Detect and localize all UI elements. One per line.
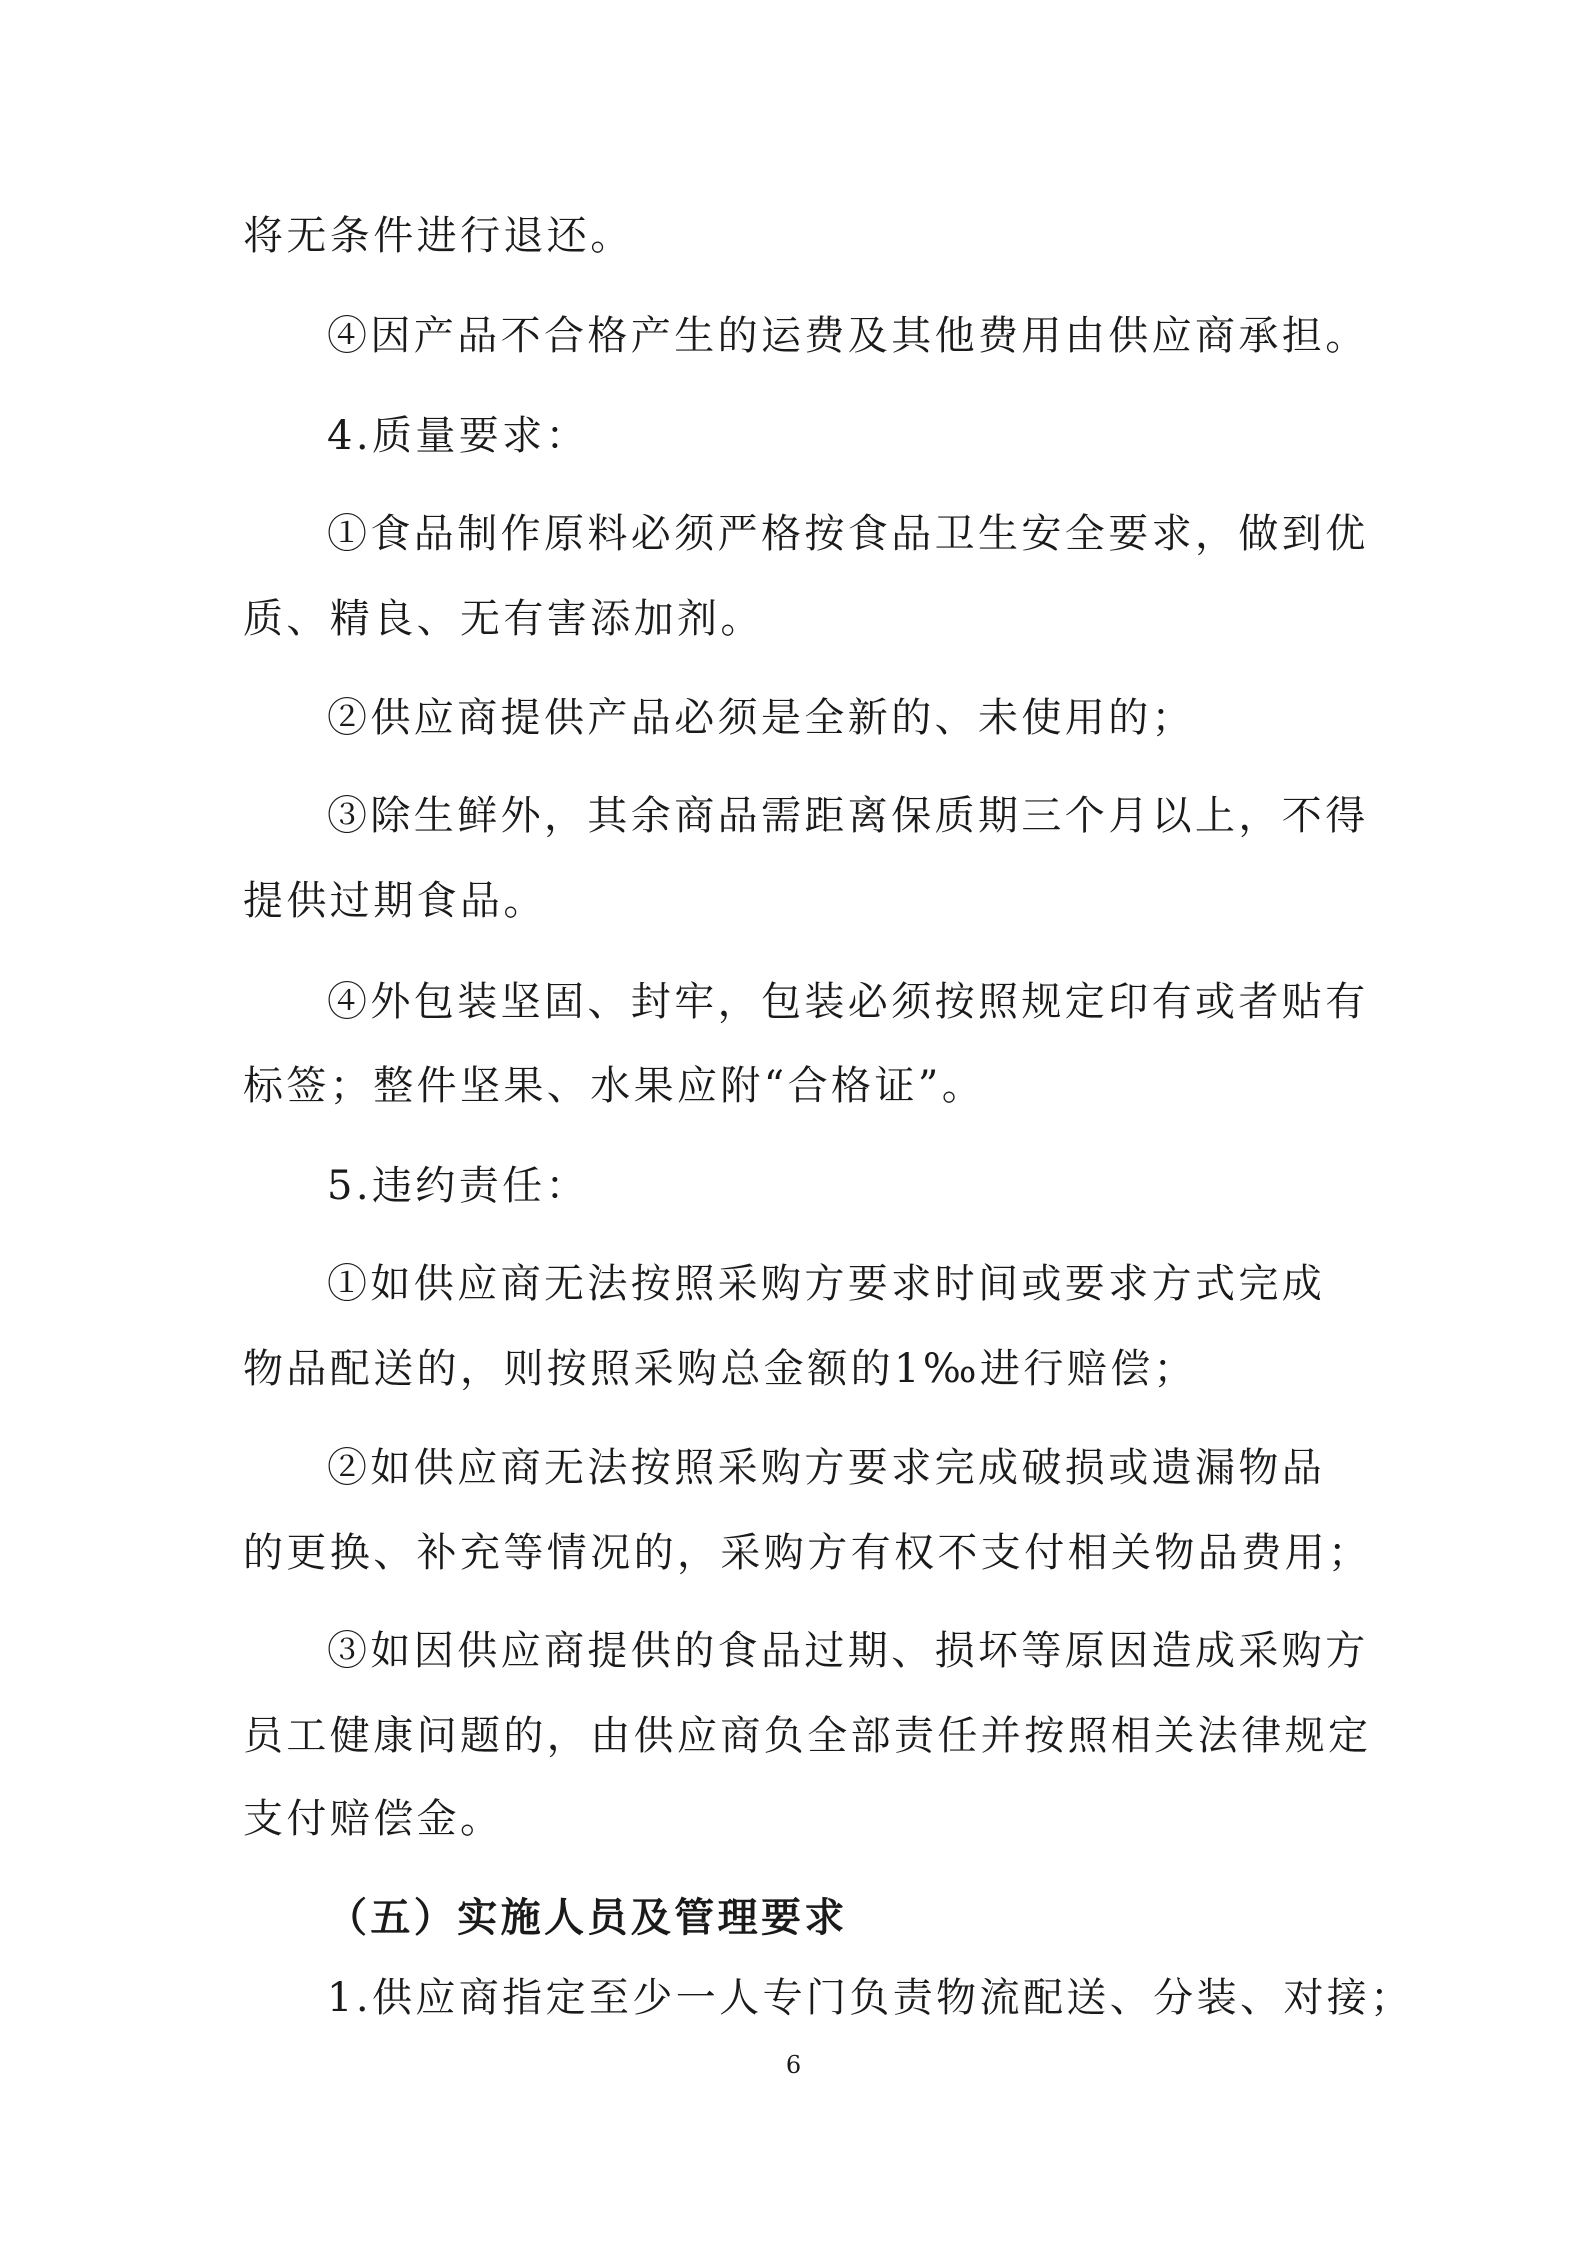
text-line: ④因产品不合格产生的运费及其他费用由供应商承担。	[327, 313, 1369, 359]
text-line: ②供应商提供产品必须是全新的、未使用的；	[327, 695, 1195, 741]
section-heading: 5.违约责任：	[327, 1163, 589, 1209]
text-line: 物品配送的，则按照采购总金额的1‰进行赔偿；	[243, 1346, 1197, 1392]
text-line: ①食品制作原料必须严格按食品卫生安全要求，做到优	[327, 511, 1369, 557]
text-line: 质、精良、无有害添加剂。	[243, 596, 764, 642]
text-line: 标签；整件坚果、水果应附“合格证”。	[243, 1063, 986, 1109]
text-line: ③除生鲜外，其余商品需距离保质期三个月以上，不得	[327, 793, 1369, 839]
text-line: ④外包装坚固、封牢，包装必须按照规定印有或者贴有	[327, 979, 1369, 1025]
page-number: 6	[785, 2051, 802, 2079]
section-heading: 4.质量要求：	[327, 413, 589, 459]
text-line: ②如供应商无法按照采购方要求完成破损或遗漏物品	[327, 1445, 1326, 1491]
text-line: 提供过期食品。	[243, 878, 547, 924]
text-line: 的更换、补充等情况的，采购方有权不支付相关物品费用；	[243, 1530, 1372, 1576]
text-line: 将无条件进行退还。	[243, 213, 634, 259]
text-line: 1.供应商指定至少一人专门负责物流配送、分装、对接；	[327, 1975, 1414, 2021]
text-line: 员工健康问题的，由供应商负全部责任并按照相关法律规定	[243, 1713, 1372, 1759]
text-line: ①如供应商无法按照采购方要求时间或要求方式完成	[327, 1261, 1326, 1307]
chapter-heading: （五）实施人员及管理要求	[327, 1894, 848, 1941]
text-line: ③如因供应商提供的食品过期、损坏等原因造成采购方	[327, 1628, 1369, 1674]
text-line: 支付赔偿金。	[243, 1796, 504, 1842]
